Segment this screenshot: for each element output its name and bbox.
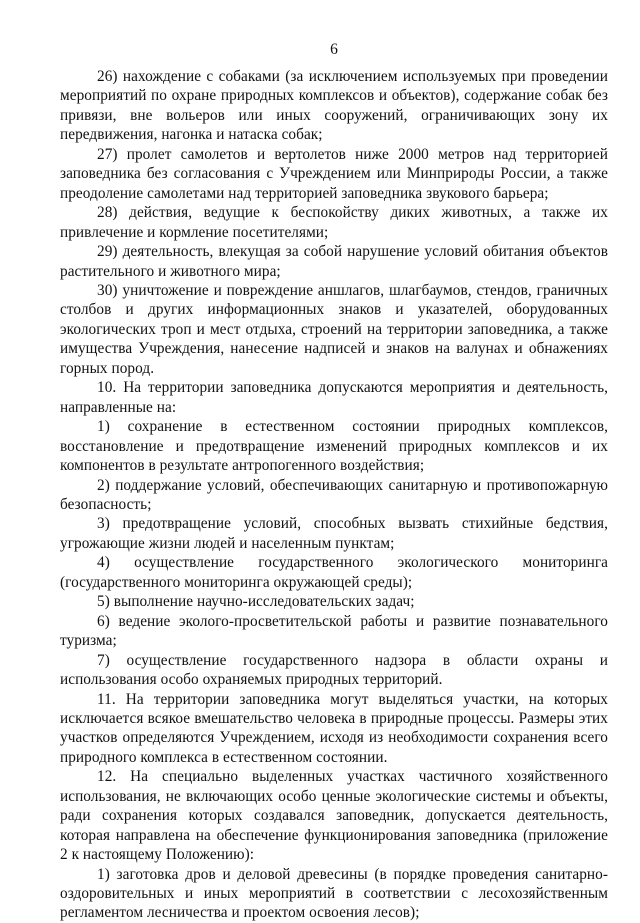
page-number: 6 [330,41,338,58]
paragraph-clause-11: 11. На территории заповедника могут выделяться участки, на которых исключается всякое вмешательство человека в природные процессы. Размеры этих участков определяются Учреждением, исходя из необходимости сохранения всего природного комплекса в естественном состоянии. [60,690,608,766]
paragraph-clause-10: 10. На территории заповедника допускаются мероприятия и деятельность, направленные на: [60,379,608,416]
paragraph-item-29: 29) деятельность, влекущая за собой нарушение условий обитания объектов растительного и животного мира; [60,243,608,280]
paragraph-clause-10-item-3: 3) предотвращение условий, способных вызвать стихийные бедствия, угрожающие жизни людей и населенным пунктам; [60,515,608,552]
paragraph-clause-10-item-5: 5) выполнение научно-исследовательских задач; [97,593,415,611]
paragraph-item-30: 30) уничтожение и повреждение аншлагов, шлагбаумов, стендов, граничных столбов и других информационных знаков и указателей, оборудованных экологических троп и мест отдыха, строений на территории заповедника, а также имущества Учреждения, нанесение надписей и знаков на валунах и обнажениях горных пород. [60,281,608,377]
paragraph-clause-12: 12. На специально выделенных участках частичного хозяйственного использования, не включающих особо ценные экологические системы и объекты, ради сохранения которых создавался заповедник, допускается деятельность, которая направлена на обеспечение функционирования заповедника (приложение 2 к настоящему Положению): [60,768,608,864]
paragraph-clause-10-item-2: 2) поддержание условий, обеспечивающих санитарную и противопожарную безопасность; [60,476,608,513]
paragraph-item-27: 27) пролет самолетов и вертолетов ниже 2000 метров над территорией заповедника без согласования с Учреждением или Минприроды России, а также преодоление самолетами над территорией заповедника звукового барьера; [60,145,608,202]
document-page [60,0,608,922]
paragraph-clause-12-item-1: 1) заготовка дров и деловой древесины (в порядке проведения санитарно-оздоровительных и иных мероприятий в соответствии с лесохозяйственным регламентом лесничества и проектом освоения лесов); [60,865,608,922]
paragraph-clause-10-item-4: 4) осуществление государственного экологического мониторинга (государственного мониторинга окружающей среды); [60,554,608,591]
paragraph-item-26: 26) нахождение с собаками (за исключением используемых при проведении мероприятий по охране природных комплексов и объектов), содержание собак без привязи, вне вольеров или иных сооружений, ограничивающих зону их передвижения, нагонка и натаска собак; [60,68,608,144]
paragraph-clause-10-item-7: 7) осуществление государственного надзора в области охраны и использования особо охраняемых природных территорий. [60,651,608,689]
paragraph-clause-10-item-6: 6) ведение эколого-просветительской работы и развитие познавательного туризма; [60,612,608,650]
document-body [60,67,608,923]
paragraph-clause-10-item-1: 1) сохранение в естественном состоянии природных комплексов, восстановление и предотвращение изменений природных комплексов и их компонентов в результате антропогенного воздействия; [60,418,608,475]
paragraph-item-28: 28) действия, ведущие к беспокойству диких животных, а также их привлечение и кормление посетителями; [60,204,608,241]
